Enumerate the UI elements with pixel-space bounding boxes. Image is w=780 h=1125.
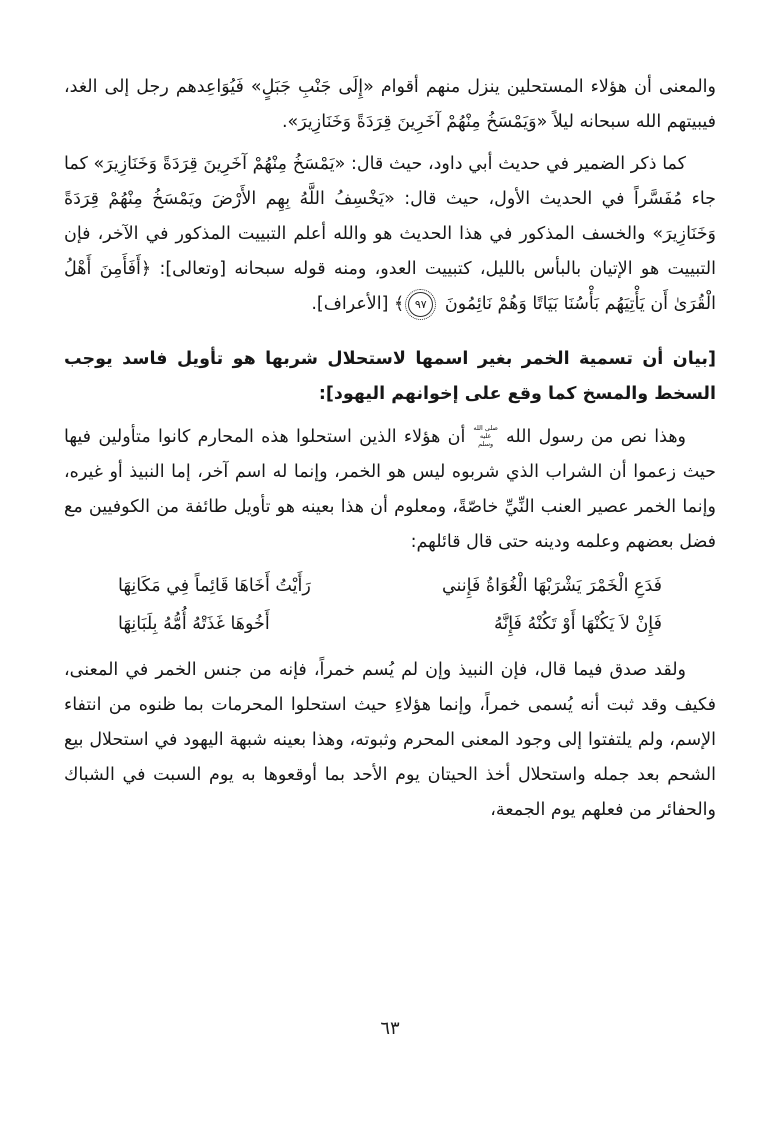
paragraph-3-text-start: وهذا نص من رسول الله [498,427,686,447]
paragraph-3-text-end: أن هؤلاء الذين استحلوا هذه المحارم كانوا متأولين فيها حيث زعموا أن الشراب الذي شربوه ليس هو الخمر، وإنما له اسم آخر، إما النبيذ أو غيره، وإنما الخمر عصير العنب النِّيِّ خاصّةً، ومعلوم أن هذا بعينه هو تأويل طائفة من الكوفيين مع فضل بعضهم وعلمه ودينه حتى قال قائلهم: [64,427,716,552]
poetry-line-2-second-hemistich: أَخُوهَا غَذَتْهُ أُمُّهُ بِلَبَانِهَا [118,614,270,634]
page-footer [0,1018,780,1039]
page-text-block [64,70,716,835]
poetry-line-2 [118,605,662,643]
page-number: ٦٣ [380,1018,400,1039]
paragraph-1: والمعنى أن هؤلاء المستحلين ينزل منهم أقوام «إِلَى جَنْبِ جَبَلٍ» فَيُوَاعِدهم رجل إلى الغد، فيبيتهم الله سبحانه ليلاً «وَيَمْسَخُ مِنْهُمْ آخَرِينَ قِرَدَةً وَخَنَازِيرَ». [64,77,716,132]
paragraph-3 [64,420,716,560]
poetry-line-2-first-hemistich: فَإِنْ لاَ يَكُنْهَا أَوْ تَكُنْهُ فَإِنَّهُ [493,614,662,634]
paragraph-2-text: كما ذكر الضمير في حديث أبي داود، حيث قال: «يَمْسَخُ مِنْهُمْ آخَرِينَ قِرَدَةً وَخَنَازِيرَ» كما جاء مُفَسَّراً في الحديث الأول، حيث قال: «يَخْسِفُ اللَّهُ بِهِم الأَرْضَ ويَمْسَخُ مِنْهُمْ قِرَدَةً وَخَنَازِيرَ» والخسف المذكور في هذا الحديث هو والله أعلم التبييت المذكور في الآخر، فإن التبييت هو الإتيان بالبأس بالليل، كتبييت العدو، ومنه قوله سبحانه [وتعالى]: [64,154,716,279]
surah-reference: ﴾ [الأعراف]. [311,294,405,314]
paragraph-2 [64,147,716,322]
section-heading: [بيان أن تسمية الخمر بغير اسمها لاستحلال شربها هو تأويل فاسد يوجب السخط والمسخ كما وقع على إخوانهم اليهود]: [64,349,716,404]
poetry-line-1 [118,567,662,605]
poetry-block [118,567,662,643]
honorific-salla-allahu-alayhi-wa-sallam-icon: صلى الله عليه وسلم [473,424,498,448]
quran-verse-text: ﴿أَفَأَمِنَ أَهْلُ الْقُرَىٰ أَن يَأْتِيَهُم بَأْسُنَا بَيَاتًا وَهُمْ نَائِمُونَ [64,259,716,314]
paragraph-4: ولقد صدق فيما قال، فإن النبيذ وإن لم يُسم خمراً، فإنه من جنس الخمر في المعنى، فكيف وقد ثبت أنه يُسمى خمراً، وإنما هؤلاءِ حيث استحلوا المحرمات بما ظنوه من انتفاء الإسم، ولم يلتفتوا إلى وجود المعنى المحرم وثبوته، وهذا بعينه شبهة اليهود في استحلال بيع الشحم بعد جمله واستحلال أخذ الحيتان يوم الأحد بما أوقعوها به يوم السبت في الشباك والحفائر من فعلهم يوم الجمعة، [64,660,716,820]
poetry-line-1-second-hemistich: رَأَيْتُ أَخَاهَا قَائِماً فِي مَكَانِهَا [118,576,311,596]
poetry-line-1-first-hemistich: فَدَعِ الْخَمْرَ يَشْرَبْهَا الْغُوَاةُ فَإِنني [441,576,662,596]
verse-number-ornament: ٩٧ [408,292,433,317]
